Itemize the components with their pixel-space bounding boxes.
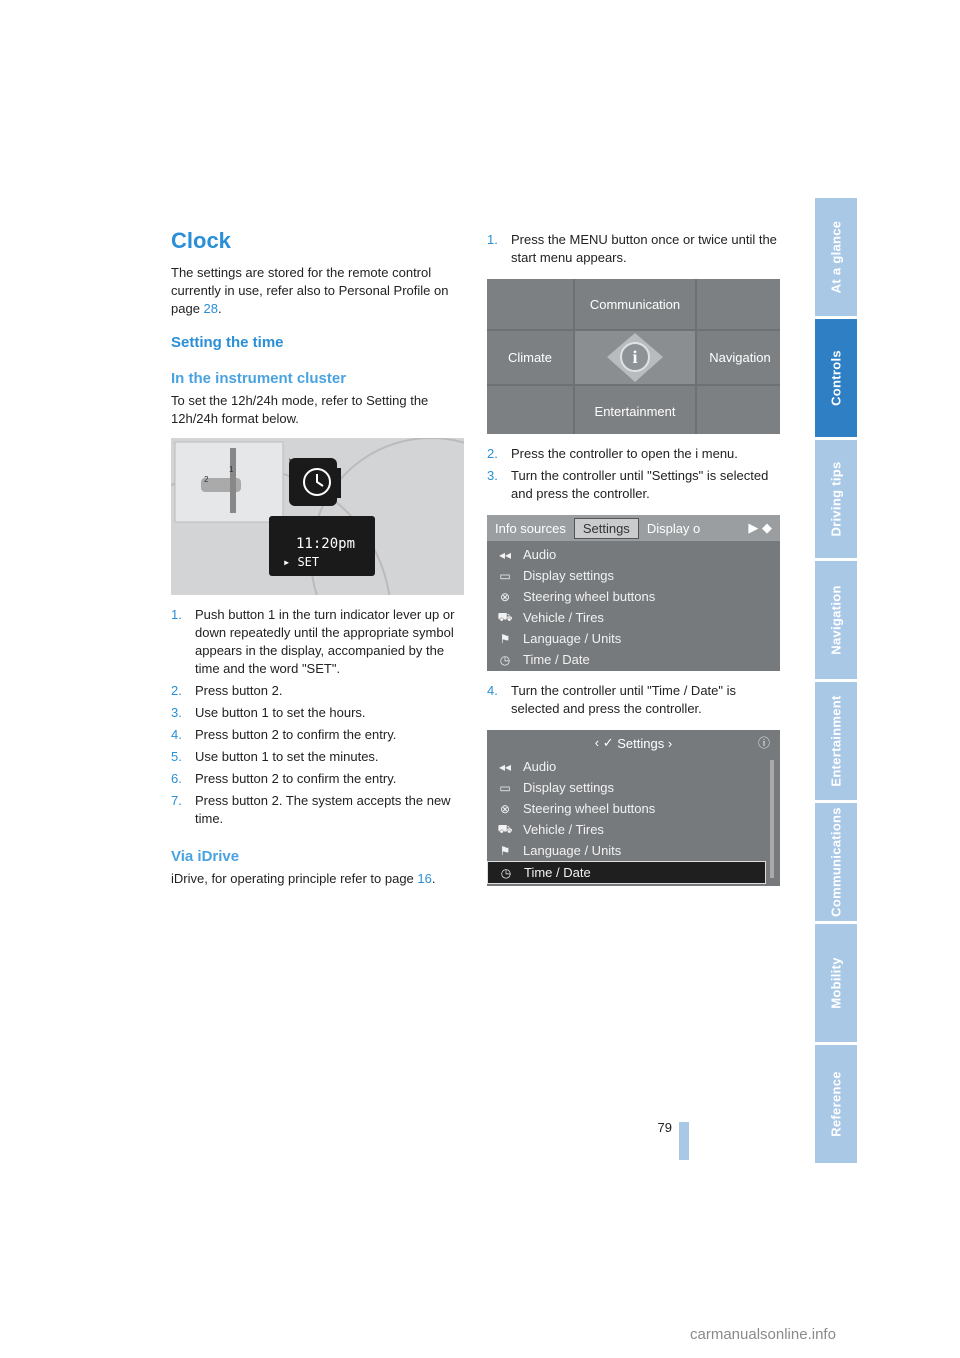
item-label: Language / Units [523,843,622,858]
instrument-cluster-illustration [171,438,464,595]
step-number: 1. [171,607,182,622]
menu-item-steering[interactable] [487,586,780,607]
menu-item-time-selected[interactable] [487,861,766,884]
tab-communications[interactable] [815,803,857,921]
item-label: Steering wheel buttons [523,801,656,816]
clock-icon: ◷ [499,652,511,667]
right-step-4 [487,682,783,722]
step-text: Push button 1 in the turn indicator lever up or down repeatedly until the appropriate symbol appears in the display, accompanied by the time and the word "SET". [195,607,455,676]
steering-wheel-icon: ⊗ [499,801,511,816]
tab-label: Reference [828,1071,844,1137]
step-number: 4. [171,727,182,742]
right-steps-2-3 [487,445,783,507]
intro-paragraph [171,264,466,318]
step-number: 2. [487,446,498,461]
svg-text:i: i [632,347,638,367]
tab-entertainment[interactable] [815,682,857,800]
step-number: 6. [171,771,182,786]
tab-driving-tips[interactable] [815,440,857,558]
intro-text: The settings are stored for the remote control currently in use, refer also to Personal Profile on page [171,265,449,316]
btn2-label: 2 [204,475,209,484]
step-number: 3. [171,705,182,720]
start-menu-image [487,279,780,434]
step-number: 2. [171,683,182,698]
subsection-heading: In the instrument cluster [171,370,347,387]
car-icon: ⛟ [497,609,513,624]
menu-entertainment[interactable]: Entertainment [575,386,695,434]
item-label: Time / Date [523,652,590,667]
steering-wheel-icon: ⊗ [499,589,511,604]
item-label: Vehicle / Tires [523,822,604,837]
audio-icon: ◂◂ [498,547,512,562]
item-label: Language / Units [523,631,622,646]
menu-item-audio[interactable] [487,756,780,777]
list-item [171,606,467,678]
list-item [171,704,467,722]
info-menu-image [487,515,780,671]
item-label: Steering wheel buttons [523,589,656,604]
info-menu-tabs [487,515,780,541]
scrollbar[interactable] [770,760,774,878]
cluster-set-label: SET [297,555,320,569]
audio-icon: ◂◂ [498,759,512,774]
list-item [487,682,783,718]
step-number: 4. [487,683,498,698]
step-text: Press button 2. The system accepts the new time. [195,793,451,826]
car-icon: ⛟ [497,821,513,836]
item-label: Audio [523,759,557,774]
step-text: Turn the controller until "Settings" is selected and press the controller. [511,468,769,501]
idrive-intro [171,870,471,888]
info-menu-list [487,541,780,670]
tab-reference[interactable] [815,1045,857,1163]
settings-header-label: Settings [617,735,665,751]
step-number: 7. [171,793,182,808]
step-text: Press the MENU button once or twice until the start menu appears. [511,232,777,265]
tab-label: At a glance [828,220,844,294]
list-item [487,231,783,267]
step-text: Turn the controller until "Time / Date" is selected and press the controller. [511,683,737,716]
menu-item-steering[interactable] [487,798,780,819]
intro-end: . [218,301,222,316]
list-item [171,770,467,788]
page-title: Clock [171,228,231,253]
menu-navigation[interactable]: Navigation [697,331,780,384]
tab-label: Controls [828,350,844,406]
step-number: 5. [171,749,182,764]
item-label: Display settings [523,780,615,795]
page-number: 79 [657,1120,672,1135]
section-heading: Setting the time [171,334,284,351]
clock-icon: ◷ [500,865,512,880]
item-label: Display settings [523,568,615,583]
flag-icon: ⚑ [499,631,511,646]
flag-icon: ⚑ [499,843,511,858]
tab-mobility[interactable] [815,924,857,1042]
list-item [487,445,783,463]
info-center-icon[interactable] [575,331,695,384]
right-step-1 [487,231,783,271]
menu-item-language[interactable] [487,840,780,861]
display-icon: ▭ [499,780,511,795]
instrument-cluster-image [171,438,464,595]
info-i-icon [605,331,665,384]
menu-communication[interactable]: Communication [575,279,695,329]
tab-at-a-glance[interactable] [815,198,857,316]
chevron-left-icon[interactable]: ‹ ✓ [594,735,614,750]
list-item [171,682,467,700]
idrive-text: iDrive, for operating principle refer to page [171,871,418,886]
menu-corner [487,386,573,434]
menu-item-vehicle[interactable] [487,819,780,840]
scroll-right-icon[interactable]: ▶ ◆ [748,520,772,535]
step-text: Use button 1 to set the minutes. [195,749,379,764]
tab-info-sources[interactable]: Info sources [495,520,566,536]
list-item [487,467,783,503]
idrive-end: . [431,871,436,886]
chevron-right-icon[interactable]: › [667,735,673,751]
settings-menu-list [487,756,780,884]
tab-settings[interactable]: Settings [574,518,639,539]
chapter-tabs [815,198,857,1166]
list-item [171,792,467,828]
step-text: Press the controller to open the i menu. [511,446,738,461]
step-text: Press button 2 to confirm the entry. [195,727,397,742]
tab-label: Mobility [828,957,844,1009]
subsection-heading-idrive: Via iDrive [171,848,240,865]
settings-menu-image [487,730,780,886]
menu-item-time[interactable] [487,649,780,670]
settings-header [487,730,780,756]
page-marker [679,1122,689,1160]
menu-climate[interactable]: Climate [487,331,573,384]
tab-display[interactable]: Display o [646,520,701,536]
menu-corner [487,279,573,329]
item-label: Time / Date [524,865,591,880]
step-text: Press button 2. [195,683,283,698]
list-item [171,748,467,766]
menu-corner [697,386,780,434]
display-icon: ▭ [499,568,511,583]
cluster-steps-list [171,606,467,832]
menu-item-vehicle[interactable] [487,607,780,628]
step-number: 1. [487,232,498,247]
menu-item-display[interactable] [487,565,780,586]
menu-item-audio[interactable] [487,544,780,565]
instrument-intro: To set the 12h/24h mode, refer to Setting the 12h/24h format below. [171,393,429,426]
tab-label: Navigation [828,585,844,655]
item-label: Vehicle / Tires [523,610,604,625]
tab-label: Entertainment [828,695,844,787]
tab-label: Driving tips [828,461,844,537]
menu-item-display[interactable] [487,777,780,798]
page-link-28[interactable]: 28 [203,301,219,316]
cluster-set: ▸ SET [283,555,320,569]
step-text: Press button 2 to confirm the entry. [195,771,397,786]
item-label: Audio [523,547,557,562]
list-item [171,726,467,744]
tab-label: Communications [828,807,844,917]
page-link-16[interactable]: 16 [417,871,432,886]
step-number: 3. [487,468,498,483]
btn1-label: 1 [229,465,234,474]
tab-navigation[interactable] [815,561,857,679]
menu-corner [697,279,780,329]
start-menu-grid [487,279,780,434]
info-icon[interactable]: ⓘ [757,736,770,750]
tab-controls[interactable] [815,319,857,437]
watermark: carmanualsonline.info [690,1326,836,1343]
cluster-time: 11:20pm [296,536,356,552]
menu-item-language[interactable] [487,628,780,649]
step-text: Use button 1 to set the hours. [195,705,366,720]
